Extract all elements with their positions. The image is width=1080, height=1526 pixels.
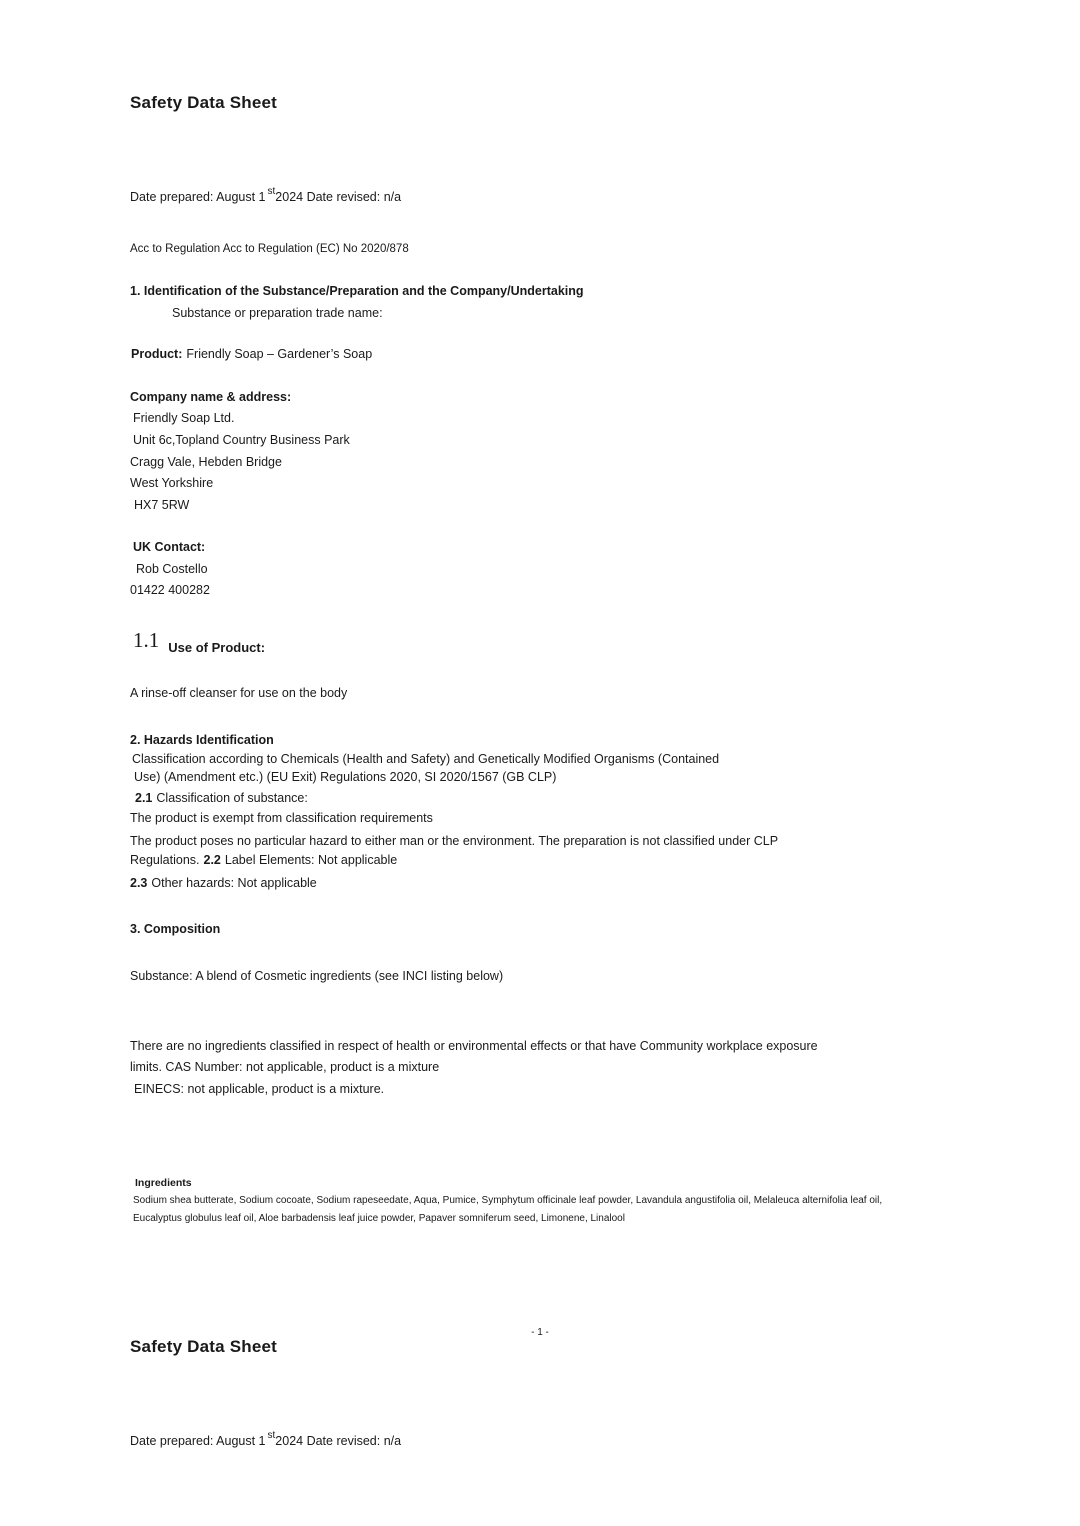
no-classified-line: There are no ingredients classified in respect of health or environmental effects or that have Community workplace exposure [130, 1039, 818, 1053]
address-line: West Yorkshire [130, 476, 214, 490]
contact-phone: 01422 400282 [130, 583, 210, 597]
classification-line: Classification according to Chemicals (Health and Safety) and Genetically Modified Organisms (Contained [132, 752, 720, 766]
item-2-3-number: 2.3 [130, 876, 148, 890]
substance-statement: Substance: A blend of Cosmetic ingredients (see INCI listing below) [130, 969, 504, 983]
hazard-statement-line: The product poses no particular hazard to either man or the environment. The preparation is not classified under CLP [130, 834, 779, 848]
item-2-1-number: 2.1 [135, 791, 153, 805]
no-classified-line: limits. CAS Number: not applicable, product is a mixture [130, 1060, 440, 1074]
product-line [131, 347, 372, 362]
address-line: Cragg Vale, Hebden Bridge [130, 455, 282, 469]
date-revised-text: 2024 Date revised: n/a [275, 1434, 402, 1448]
contact-name: Rob Costello [136, 562, 208, 576]
item-2-2-text: Label Elements: Not applicable [224, 853, 398, 867]
ordinal-superscript: st [267, 1430, 276, 1441]
einecs-statement: EINECS: not applicable, product is a mixture. [134, 1082, 385, 1096]
item-2-2-number: 2.2 [203, 853, 221, 867]
ordinal-superscript: st [267, 186, 276, 197]
classification-line: Use) (Amendment etc.) (EU Exit) Regulations 2020, SI 2020/1567 (GB CLP) [134, 770, 557, 784]
use-section-number: 1.1 [133, 628, 160, 652]
address-line: Unit 6c,Topland Country Business Park [133, 433, 350, 447]
document-title: Safety Data Sheet [130, 93, 278, 112]
date-prepared-line [130, 184, 401, 205]
address-line: Friendly Soap Ltd. [133, 411, 235, 425]
date-prepared-prefix: Date prepared: August 1 [130, 1434, 266, 1448]
page-number-footer: - 1 - [531, 1327, 549, 1338]
use-of-product-heading [133, 628, 266, 655]
date-prepared-line-page2 [130, 1428, 401, 1449]
product-label: Product: [131, 347, 183, 361]
document-title-page2: Safety Data Sheet [130, 1337, 278, 1356]
address-line: HX7 5RW [134, 498, 190, 512]
section-2-heading: 2. Hazards Identification [130, 733, 274, 747]
product-value: Friendly Soap – Gardener’s Soap [186, 347, 373, 361]
trade-name-label: Substance or preparation trade name: [172, 306, 383, 320]
item-2-1-line [135, 791, 308, 806]
ingredients-list: Sodium shea butterate, Sodium cocoate, Sodium rapeseedate, Aqua, Pumice, Symphytum officinale leaf powder, Lavandula angustifolia oil, Melaleuca alternifolia leaf oil, Eucalyptus globulus leaf oil, Aloe barbadensis leaf juice powder, Papaver somniferum seed, Limonene, Linalool [133, 1195, 883, 1224]
item-2-3-text: Other hazards: Not applicable [151, 876, 317, 890]
use-description: A rinse-off cleanser for use on the body [130, 686, 348, 700]
hazard-statement-line [130, 853, 397, 868]
regulation-reference: Acc to Regulation Acc to Regulation (EC) No 2020/878 [130, 243, 409, 255]
item-2-3-line [130, 876, 317, 891]
item-2-1-text: Classification of substance: [156, 791, 308, 805]
ingredients-heading: Ingredients [135, 1177, 192, 1189]
company-heading: Company name & address: [130, 390, 292, 404]
date-revised-text: 2024 Date revised: n/a [275, 190, 402, 204]
exempt-statement: The product is exempt from classification requirements [130, 811, 433, 825]
use-label: Use of Product: [168, 640, 266, 655]
hazard-statement-continuation: Regulations. [130, 853, 200, 867]
section-1-heading: 1. Identification of the Substance/Preparation and the Company/Undertaking [130, 284, 584, 298]
section-3-heading: 3. Composition [130, 922, 221, 936]
date-prepared-prefix: Date prepared: August 1 [130, 190, 266, 204]
uk-contact-heading: UK Contact: [133, 540, 206, 554]
